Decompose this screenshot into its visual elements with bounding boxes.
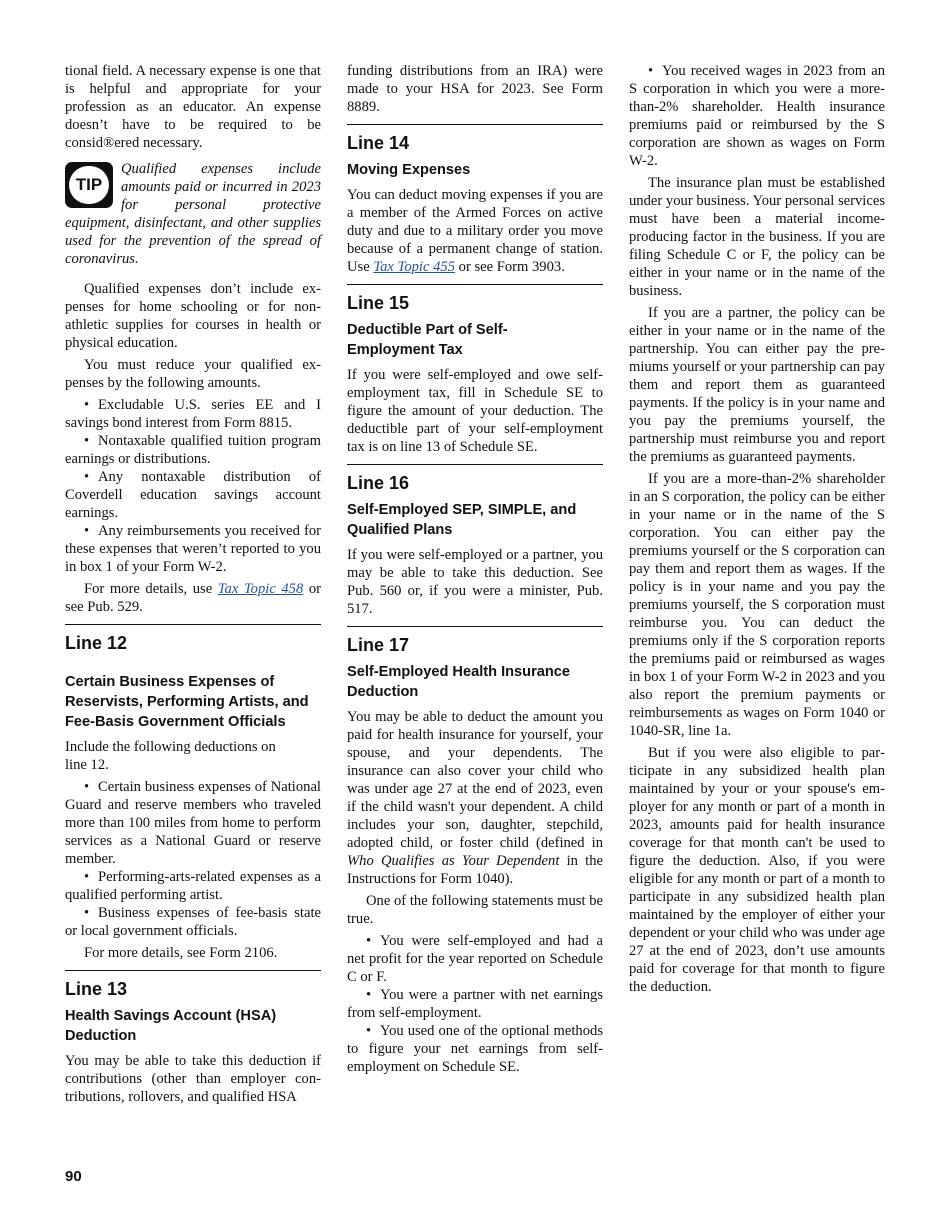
bullet-icon: • [84, 905, 90, 921]
paragraph: If you were self-employed and owe self-employment tax, fill in Schedule SE to figure the amount of your deduction. The deductible part of your self-employment tax is on line 13 of Schedule SE. [347, 367, 603, 455]
paragraph: tional field. A necessary expense is one that is helpful and appropriate for your profession as an educator. An expense doesn’t have to be required to be consid®ered necessary. [65, 63, 321, 151]
bullet-icon: • [366, 1023, 372, 1039]
paragraph: The insurance plan must be established under your business. Your personal services must have been a material income-producing factor in the business. If you are filing Schedule C or F, the policy can be either in your name or in the name of the business. [629, 175, 885, 299]
paragraph: Qualified expenses don’t include expenses for home schooling or for nonathletic supplies for courses in health or physical education. [65, 281, 321, 351]
line-13-subheading: Health Savings Account (HSA) Deduction [65, 1008, 277, 1044]
list-item: • Performing-arts-related expenses as a qualified performing artist. [65, 869, 321, 903]
line-15-subheading: Deductible Part of Self-Employment Tax [347, 322, 508, 358]
paragraph: You can deduct moving expenses if you are a member of the Armed Forces on active duty and due to a military order you move because of a permanent change of station. Use Tax Topic 455 or see Form 3903. [347, 187, 603, 275]
bullet-icon: • [84, 779, 90, 795]
paragraph: If you are a more-than-2% shareholder in an S corporation, the policy can be either in your name or in the name of the S corporation. You can either pay the premiums yourself or the S corporation can pay them and report them as wages. If the policy is in your name and you pay the premiums yourself, the S corporation must reimburse you. You can deduct the premiums only if the S corporation reports the premiums paid or reimbursed as wages in box 1 of your Form W-2 in 2023 and you also report the premium payments or reimbursements as wages on Form 1040 or 1040-SR, line 1a. [629, 471, 885, 739]
line-12-heading: Line 12 [65, 633, 128, 653]
column-1 [65, 62, 321, 1110]
list-item: • Nontaxable qualified tuition program earnings or distributions. [65, 433, 321, 467]
line-17-subheading: Self-Employed Health Insurance Deduction [347, 664, 571, 700]
paragraph: For more details, use Tax Topic 458 or see Pub. 529. [65, 581, 321, 615]
tax-topic-458-link[interactable]: Tax Topic 458 [217, 581, 304, 597]
bullet-icon: • [366, 933, 372, 949]
page-number: 90 [65, 1168, 82, 1185]
divider [65, 970, 321, 971]
bullet-icon: • [84, 523, 90, 539]
line-16-heading: Line 16 [347, 473, 410, 493]
paragraph: But if you were also eligible to participate in any subsidized health plan maintained by your or your spouse's employer for any month or part of a month in 2023, amounts paid for health insurance coverage for that month can't be used to figure the deduction. Also, if you were eligible for any month or part of a month to participate in any subsidized health plan maintained by the employer of either your dependent or your child who was under age 27 at the end of 2023, don’t use amounts paid for coverage for that month to figure the deduction. [629, 745, 885, 995]
paragraph: For more details, see Form 2106. [84, 945, 278, 961]
tip-label: TIP [69, 166, 109, 204]
column-3 [629, 62, 885, 1000]
bullet-icon: • [84, 397, 90, 413]
tip-text: Qualified expenses include amounts paid or incurred in 2023 for personal protective equipment, disinfectant, and other supplies used for the prevention of the spread of coronavirus. [65, 161, 321, 267]
paragraph: funding distributions from an IRA) were made to your HSA for 2023. See Form 8889. [347, 63, 603, 115]
column-2 [347, 62, 603, 1080]
line-14-heading: Line 14 [347, 133, 410, 153]
list-item: • You received wages in 2023 from an S corporation in which you were a more-than-2% shareholder. Health insurance premiums paid or reimbursed by the S corporation are shown as wages on Form W-2. [629, 63, 885, 169]
list-item: • You used one of the optional methods to figure your net earnings from self-employment on Schedule SE. [347, 1023, 603, 1075]
line-14-subheading: Moving Expenses [347, 162, 471, 178]
list-item: • Any reimbursements you received for these expenses that weren’t reported to you in box 1 of your Form W-2. [65, 523, 321, 575]
line-13-heading: Line 13 [65, 979, 128, 999]
line-16-subheading: Self-Employed SEP, SIMPLE, and Qualified Plans [347, 502, 577, 538]
list-item: • Excludable U.S. series EE and I savings bond interest from Form 8815. [65, 397, 321, 431]
bullet-icon: • [648, 63, 654, 79]
divider [65, 624, 321, 625]
divider [347, 124, 603, 125]
divider [347, 464, 603, 465]
tax-topic-455-link[interactable]: Tax Topic 455 [373, 259, 455, 275]
tip-box [65, 160, 321, 268]
paragraph: You must reduce your qualified expenses by the following amounts. [65, 357, 321, 391]
line-12-subheading: Certain Business Expenses of Reservists, Performing Artists, and Fee-Basis Government Officials [65, 674, 309, 730]
bullet-icon: • [366, 987, 372, 1003]
bullet-icon: • [84, 469, 90, 485]
paragraph: You may be able to take this deduction if contributions (other than employer contributions, rollovers, and qualified HSA [65, 1053, 321, 1105]
paragraph: If you were self-employed or a partner, you may be able to take this deduction. See Pub. 560 or, if you were a minister, Pub. 517. [347, 547, 603, 617]
line-15-heading: Line 15 [347, 293, 410, 313]
line-17-heading: Line 17 [347, 635, 410, 655]
divider [347, 626, 603, 627]
paragraph: You may be able to deduct the amount you paid for health insurance for yourself, your spouse, and your dependents. The insurance can also cover your child who was under age 27 at the end of 2023, even if the child wasn't your dependent. A child includes your son, daughter, stepchild, adopted child, or foster child (defined in Who Qualifies as Your Dependent in the Instructions for Form 1040). [347, 709, 603, 887]
list-item: • Certain business expenses of National Guard and reserve members who traveled more than 100 miles from home to perform services as a National Guard or reserve member. [65, 779, 321, 867]
paragraph: One of the following statements must be true. [347, 893, 603, 927]
list-item: • You were self-employed and had a net profit for the year reported on Schedule C or F. [347, 933, 603, 985]
divider [347, 284, 603, 285]
bullet-icon: • [84, 433, 90, 449]
list-item: • Business expenses of fee-basis state or local government officials. [65, 905, 321, 939]
list-item: • You were a partner with net earnings from self-employment. [347, 987, 603, 1021]
paragraph: If you are a partner, the policy can be either in your name or in the name of the partnership. You can either pay the premiums yourself or your partnership can pay them and report them as guaranteed payments. If the policy is in your name and you pay the premiums yourself, the partnership must reimburse you and report the premiums as guaranteed payments. [629, 305, 885, 465]
tip-icon [65, 162, 113, 208]
list-item: • Any nontaxable distribution of Coverdell education savings account earnings. [65, 469, 321, 521]
bullet-icon: • [84, 869, 90, 885]
paragraph: Include the following deductions on line 12. [65, 739, 276, 773]
